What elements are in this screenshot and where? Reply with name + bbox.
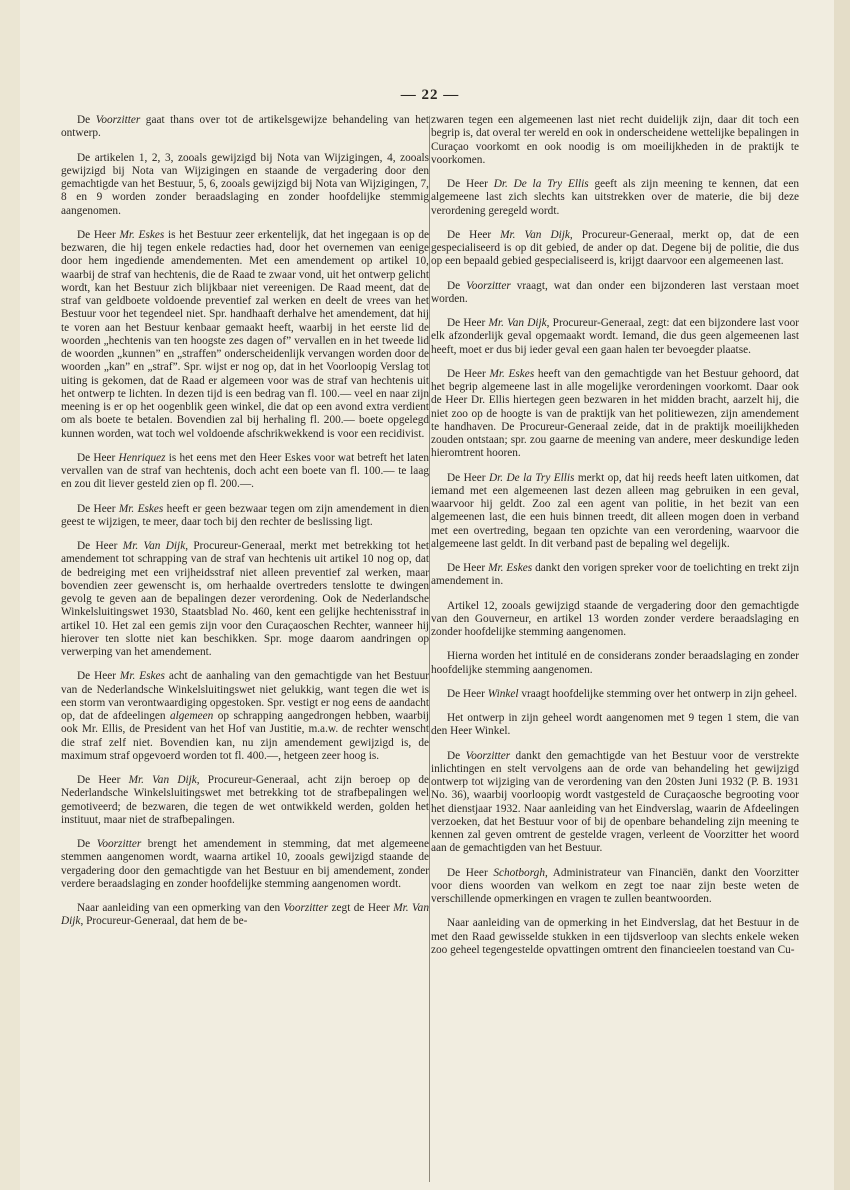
paragraph-text: De Heer — [447, 317, 489, 329]
left-column — [61, 114, 429, 929]
paragraph-text: merkt op, dat hij reeds heeft laten uitkomen, dat iemand met een algemeenen last dezen alleen mag gebruiken in een geval, waarvoor hij geldt. Zoo zal een agent van politie, in het bezit van een algemeenen last, die een huis binnen treedt, dit alleen mogen doen in verband met een overtreding, begaan ten opzichte van een verordening, waarvoor die algemeene last geldt. In dit verband past de bepaling wel degelijk. — [431, 471, 800, 550]
paragraph-text: is het Bestuur zeer erkentelijk, dat het ingegaan is op de bezwaren, die hij tegen enkele redacties had, door het overnemen van eenige door hem ingediende amendementen. Met een amendement op artikel 10, waarbij de straf van hechtenis, die de Raad te zwaar vond, uit het ontwerp gelicht wordt, kan het Bestuur zich blijkbaar niet vereenigen. De Raad meent, dat de straf van geldboete voldoende preventief zal werken en deelt de vrees van het Bestuur voor het tegendeel niet. Spr. handhaaft derhalve het amendement, dat hij te voren aan het Bestuur kenbaar gemaakt heeft, waarbij in het eerste lid de woorden „hechtenis van ten hoogste zes dagen of” vervallen en in het tweede lid de woorden „kunnen” en „straffen” onderscheidenlijk vervangen worden door de woorden „kan” en „straf”. Spr. wijst er nog op, dat in het Voorloopig Verslag tot uiting is gekomen, dat de Raad er algemeen voor was de straf van hechtenis uit het ontwerp te lichten. In dezen tijd is een bedrag van fl. 100.— veel en naar zijn meening is er op het oogenblik geen winkel, die dat op een avond extra verdient om als boete te betalen. Bovendien zal bij herhaling fl. 200.— boete opgelegd kunnen worden, wat toch wel voldoende afschrikwekkend is voor een recidivist. — [61, 228, 429, 440]
paragraph-r15 — [431, 917, 799, 957]
speaker-name: Mr. Van Dijk — [128, 774, 197, 786]
paragraph-r2 — [431, 178, 799, 218]
paragraph-text: De Heer — [447, 228, 501, 241]
speaker-name: Mr. Van Dijk — [61, 902, 429, 928]
paragraph-l5 — [61, 503, 429, 530]
paragraph-text: De Heer — [77, 228, 120, 241]
page-number: — 22 — — [400, 87, 460, 103]
paragraph-gap — [431, 589, 799, 600]
paragraph-r13 — [431, 750, 799, 856]
speaker-name: Mr. Van Dijk — [122, 540, 186, 552]
paragraph-r3 — [431, 229, 799, 269]
paragraph-gap — [61, 529, 429, 540]
paragraph-gap — [431, 701, 799, 712]
speaker-name: algemeen — [170, 710, 214, 722]
speaker-name: Voorzitter — [95, 114, 141, 126]
paragraph-gap — [431, 167, 799, 178]
paragraph-text: Hierna worden het intitulé en de considerans zonder beraadslaging en zonder hoofdelijke stemming aangenomen. — [431, 650, 799, 676]
paragraph-text: , Procureur-Generaal, merkt met betrekking tot het amendement tot schrapping van de straf van hechtenis uit artikel 10 nog op, dat de bedreiging met een vrijheidsstraf niet alleen preventief zal werken, maar bovendien zeer gewenscht is, om herhaalde overtreders tenslotte te dwingen gevolg te geven aan de bepalingen dezer verordening. Ook de Nederlandsche Winkelsluitingswet 1930, Staatsblad No. 460, kent een gelijke hechtenisstraf in artikel 10. Het zal een gemis zijn voor den Curaçaoschen Rechter, wanneer hij hierover ten slotte niet kan beschikken. Spr. moge daarom aandringen op verwerping van het amendement. — [61, 540, 429, 658]
paragraph-gap — [431, 218, 799, 229]
paragraph-l1 — [61, 114, 429, 141]
paragraph-r1 — [431, 114, 799, 167]
paragraph-r5 — [431, 317, 799, 357]
paragraph-gap — [431, 639, 799, 650]
speaker-name: Voorzitter — [283, 902, 329, 914]
paragraph-l3 — [61, 229, 429, 441]
speaker-name: Voorzitter — [96, 838, 142, 850]
speaker-name: Mr. Eskes — [119, 228, 165, 241]
speaker-name: Dr. De la Try Ellis — [488, 471, 575, 484]
paragraph-text: geeft als zijn meening te kennen, dat een algemeene last zich slechts kan uitstrekken over de materie, die bij deze verordening geregeld wordt. — [431, 178, 799, 217]
speaker-name: Mr. Eskes — [489, 367, 535, 380]
paragraph-gap — [61, 891, 429, 902]
speaker-name: Henriquez — [118, 451, 166, 464]
paragraph-text: Het ontwerp in zijn geheel wordt aangenomen met 9 tegen 1 stem, die van den Heer Winkel. — [431, 712, 799, 738]
speaker-name: Mr. Eskes — [118, 502, 164, 515]
paragraph-r7 — [431, 472, 799, 552]
speaker-name: Winkel — [487, 687, 519, 700]
paragraph-text: , Administrateur van Financiën, dankt den Voorzitter voor diens woorden van welkom en zegt toe naar zijn beste weten de verschillende opmerkingen en vragen te zullen beantwoorden. — [431, 866, 799, 905]
paragraph-gap — [61, 218, 429, 229]
paragraph-gap — [61, 763, 429, 774]
paragraph-r14 — [431, 867, 799, 907]
paragraph-text: De Heer — [447, 562, 489, 574]
speaker-name: Mr. Van Dijk — [500, 228, 570, 241]
paragraph-text: De — [77, 114, 96, 126]
paragraph-text: zwaren tegen een algemeenen last niet recht duidelijk zijn, daar dit toch een begrip is, dat overal ter wereld en ook in onderscheidene wettelijke bepalingen in Curaçao voorkomt en ook noodig is om moeilijkheden in de praktijk te voorkomen. — [431, 114, 799, 166]
paragraph-text: De Heer — [447, 178, 494, 190]
paragraph-gap — [431, 551, 799, 562]
paragraph-text: heeft er geen bezwaar tegen om zijn amendement in dien geest te wijzigen, te meer, daar toch bij den rechter de beslissing ligt. — [61, 502, 429, 528]
right-column — [431, 114, 799, 957]
speaker-name: Mr. Van Dijk — [488, 317, 547, 329]
paragraph-gap — [431, 856, 799, 867]
paragraph-gap — [431, 357, 799, 368]
speaker-name: Voorzitter — [465, 749, 511, 762]
paragraph-text: Naar aanleiding van de opmerking in het Eindverslag, dat het Bestuur in de met den Raad gewisselde stukken in een tijdsverloop van slechts enkele weken zoo geheel tegengestelde opvattingen omtrent den financieelen toestand van Cu- — [431, 917, 799, 956]
paragraph-text: De Heer — [447, 866, 494, 879]
paragraph-text: dankt den gemachtigde van het Bestuur voor de verstrekte inlichtingen en stelt vervolgens aan de orde van behandeling het gewijzigd ontwerp tot wijziging van de verordening van den 20sten Juni 1932 (P. B. 1931 No. 36), waarbij voorloopig wordt vastgesteld de Curaçaosche begrooting voor het dienstjaar 1932. Naar aanleiding van het Eindverslag, waarin de Afdeelingen verzoeken, dat het Bestuur voor of bij de openbare behandeling zijn meening te kennen zal geven omtrent de gestelde vragen, verleent de Voorzitter het woord aan de gemachtigden van het Bestuur. — [431, 749, 800, 855]
paragraph-text: De Heer — [77, 502, 119, 515]
paragraph-text: De Heer — [447, 687, 488, 700]
paragraph-l9 — [61, 838, 429, 891]
speaker-name: Voorzitter — [466, 279, 511, 292]
paragraph-text: , Procureur-Generaal, zegt: dat een bijzondere last voor elk afzonderlijk geval opgemaakt wordt. Iemand, die dus geen algemeenen last heeft, moet er dus bij ieder geval een gaan halen ter bevoegder plaatse. — [431, 317, 799, 356]
paragraph-text: De Heer — [77, 774, 129, 786]
paragraph-gap — [61, 659, 429, 670]
paragraph-gap — [431, 269, 799, 280]
paragraph-text: De Heer — [447, 471, 489, 484]
paragraph-r9 — [431, 600, 799, 640]
paragraph-r10 — [431, 650, 799, 677]
page-edge — [834, 0, 850, 1190]
paragraph-gap — [431, 739, 799, 750]
paragraph-text: De — [447, 749, 466, 762]
paragraph-r6 — [431, 368, 799, 461]
paragraph-r11 — [431, 688, 799, 701]
paragraph-text: De — [447, 279, 467, 292]
paragraph-text: is het eens met den Heer Eskes voor wat betreft het laten vervallen van de straf van hechtenis, doch acht een boete van fl. 100.— te laag en zou dit liever gesteld zien op fl. 200.—. — [61, 451, 429, 491]
paragraph-gap — [61, 827, 429, 838]
paragraph-l10 — [61, 902, 429, 929]
paragraph-l7 — [61, 670, 429, 763]
paragraph-gap — [61, 492, 429, 503]
paragraph-text: , Procureur-Generaal, merkt op, dat de een gespecialiseerd is op dit gebied, de ander op dat. Degene bij de politie, die dus op een bepaald gebied gespecialiseerd is, krijgt daarvoor een algemeenen last. — [431, 228, 799, 268]
paragraph-r12 — [431, 712, 799, 739]
paragraph-l2 — [61, 152, 429, 218]
paragraph-text: heeft van den gemachtigde van het Bestuur gehoord, dat het begrip algemeene last in alle mogelijke verordeningen voorkomt. Daar ook de Heer Dr. Ellis hiertegen geen bezwaren in het midden bracht, aarzelt hij, die niet zoo op de hoogte is van de praktijk van het politiewezen, zijn amendement te handhaven. De Procureur-Generaal zeide, dat in de praktijk moeilijkheden zouden ontstaan; spr. zou gaarne de meening van andere, meer deskundige leden hieromtrent hooren. — [431, 367, 799, 460]
paragraph-gap — [431, 677, 799, 688]
paragraph-l6 — [61, 540, 429, 659]
speaker-name: Mr. Eskes — [488, 562, 533, 574]
paragraph-gap — [61, 141, 429, 152]
paragraph-text: vraagt, wat dan onder een bijzonderen last verstaan moet worden. — [431, 279, 799, 305]
paragraph-gap — [431, 306, 799, 317]
paragraph-text: De Heer — [77, 540, 123, 552]
paragraph-text: vraagt hoofdelijke stemming over het ontwerp in zijn geheel. — [518, 687, 798, 700]
paragraph-text: Naar aanleiding van een opmerking van den — [77, 902, 284, 914]
paragraph-gap — [431, 461, 799, 472]
paragraph-text: Artikel 12, zooals gewijzigd staande de vergadering door den gemachtigde van den Gouverneur, en artikel 13 worden zonder verdere beraadslaging en zonder hoofdelijke stemming aangenomen. — [431, 599, 799, 638]
paragraph-r8 — [431, 562, 799, 589]
paragraph-gap — [61, 441, 429, 452]
paragraph-text: De — [77, 838, 97, 850]
paragraph-text: , Procureur-Generaal, dat hem de be- — [80, 915, 248, 928]
paragraph-text: De Heer — [77, 670, 120, 683]
paragraph-r4 — [431, 280, 799, 307]
paragraph-text: De Heer — [77, 451, 119, 464]
paragraph-text: zegt de Heer — [328, 902, 394, 914]
paragraph-gap — [431, 906, 799, 917]
speaker-name: Mr. Eskes — [119, 670, 165, 683]
paragraph-text: De Heer — [447, 367, 490, 380]
column-divider — [429, 116, 430, 1182]
speaker-name: Schotborgh — [493, 866, 545, 879]
speaker-name: Dr. De la Try Ellis — [493, 178, 589, 190]
paragraph-text: gaat thans over tot de artikelsgewijze behandeling van het ontwerp. — [61, 114, 429, 140]
paragraph-text: op schrapping aangedrongen hebben, waarbij ook Mr. Ellis, de President van het Hof van Justitie, m.a.w. de rechter wenscht die straf zelf niet. Bovendien kan, nu zijn amendement gewijzigd is, de maximum straf opgevoerd worden tot fl. 400.—, hetgeen zeer hoog is. — [61, 710, 429, 762]
paragraph-text: dankt den vorigen spreker voor de toelichting en trekt zijn amendement in. — [431, 562, 799, 588]
paragraph-text: acht de aanhaling van den gemachtigde van het Bestuur van de Nederlandsche Winkelsluitingswet niet gelukkig, want tegen die wet is een storm van verontwaardiging opgestoken. Spr. vestigt er nog eens de aandacht op, dat de afdeelingen — [61, 670, 429, 722]
paragraph-text: brengt het amendement in stemming, dat met algemeene stemmen aangenomen wordt, waarna artikel 10, zooals gewijzigd staande de vergadering door den gemachtigde van het Bestuur en bij amendement, zonder verdere beraadslaging en zonder hoofdelijke stemming aangenomen wordt. — [61, 838, 429, 890]
paragraph-l4 — [61, 452, 429, 492]
paragraph-l8 — [61, 774, 429, 827]
paragraph-text: , Procureur-Generaal, acht zijn beroep op de Nederlandsche Winkelsluitingswet met betrekking tot de strafbepalingen wel gemotiveerd; de bezwaren, die tegen de wet ontwikkeld werden, golden het instituut, maar niet de strafbepalingen. — [61, 774, 429, 826]
paragraph-text: De artikelen 1, 2, 3, zooals gewijzigd bij Nota van Wijzigingen, 4, zooals gewijzigd bij Nota van Wijzigingen en staande de vergadering door den gemachtigde van het Bestuur, 5, 6, zooals gewijzigd bij Nota van Wijzigingen, 7, 8 en 9 worden zonder beraadslaging en zonder hoofdelijke stemmig aangenomen. — [61, 151, 429, 217]
